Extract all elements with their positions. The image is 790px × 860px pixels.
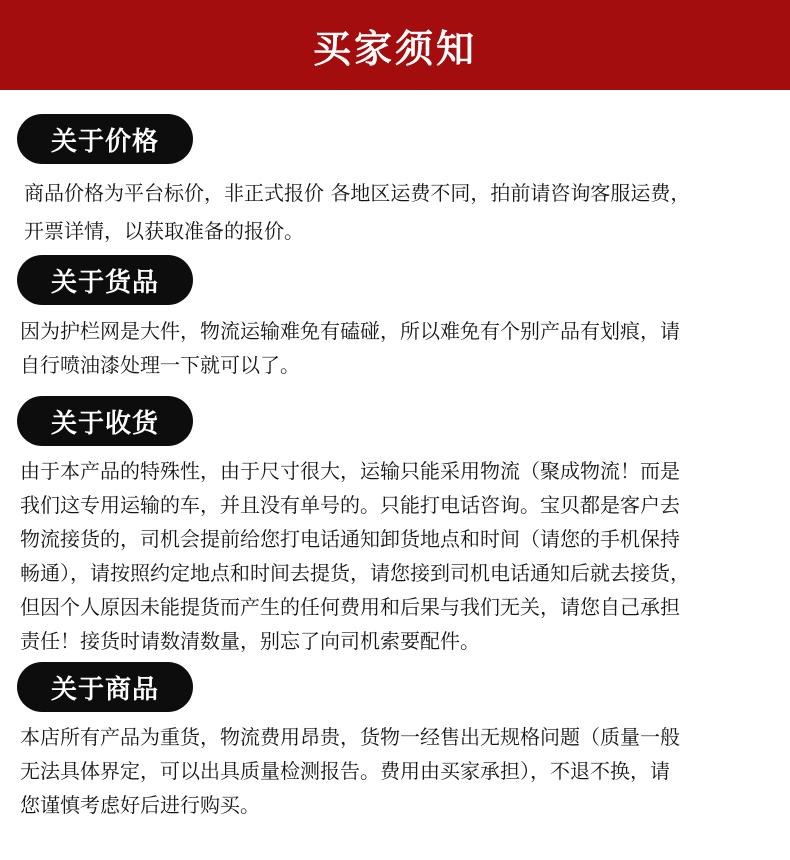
header-banner [0, 0, 790, 90]
section-heading-products [17, 662, 193, 712]
body-line: 我们这专用运输的车，并且没有单号的。只能打电话咨询。宝贝都是客户去 [20, 493, 680, 517]
body-line: 责任！接货时请数清数量，别忘了向司机索要配件。 [20, 629, 480, 653]
section-body-price [24, 174, 784, 250]
body-line: 因为护栏网是大件，物流运输难免有磕碰，所以难免有个别产品有划痕，请 [20, 319, 680, 343]
page-title: 买家须知 [312, 26, 477, 71]
body-line: 无法具体界定，可以出具质量检测报告。费用由买家承担），不退不换，请 [20, 759, 670, 783]
section-body-products [20, 720, 780, 822]
body-line: 开票详情，以获取准备的报价。 [24, 219, 304, 243]
section-heading-goods [17, 255, 193, 305]
section-heading-label: 关于商品 [50, 674, 159, 705]
body-line: 本店所有产品为重货，物流费用昂贵，货物一经售出无规格问题（质量一般 [20, 725, 680, 749]
section-body-receiving [20, 454, 780, 658]
section-body-goods [20, 314, 780, 382]
body-line: 自行喷油漆处理一下就可以了。 [20, 353, 300, 377]
body-line: 物流接货的，司机会提前给您打电话通知卸货地点和时间（请您的手机保持 [20, 527, 680, 551]
body-line: 但因个人原因未能提货而产生的任何费用和后果与我们无关，请您自己承担 [20, 595, 680, 619]
section-heading-label: 关于货品 [50, 267, 159, 298]
body-line: 商品价格为平台标价，非正式报价 各地区运费不同，拍前请咨询客服运费， [24, 181, 691, 205]
section-heading-label: 关于价格 [50, 126, 159, 157]
body-line: 畅通），请按照约定地点和时间去提货，请您接到司机电话通知后就去接货， [20, 561, 690, 585]
section-heading-label: 关于收货 [50, 408, 159, 439]
section-heading-receiving [17, 396, 193, 446]
section-heading-price [17, 114, 193, 164]
body-line: 您谨慎考虑好后进行购买。 [20, 793, 260, 817]
body-line: 由于本产品的特殊性，由于尺寸很大，运输只能采用物流（聚成物流！而是 [20, 459, 680, 483]
